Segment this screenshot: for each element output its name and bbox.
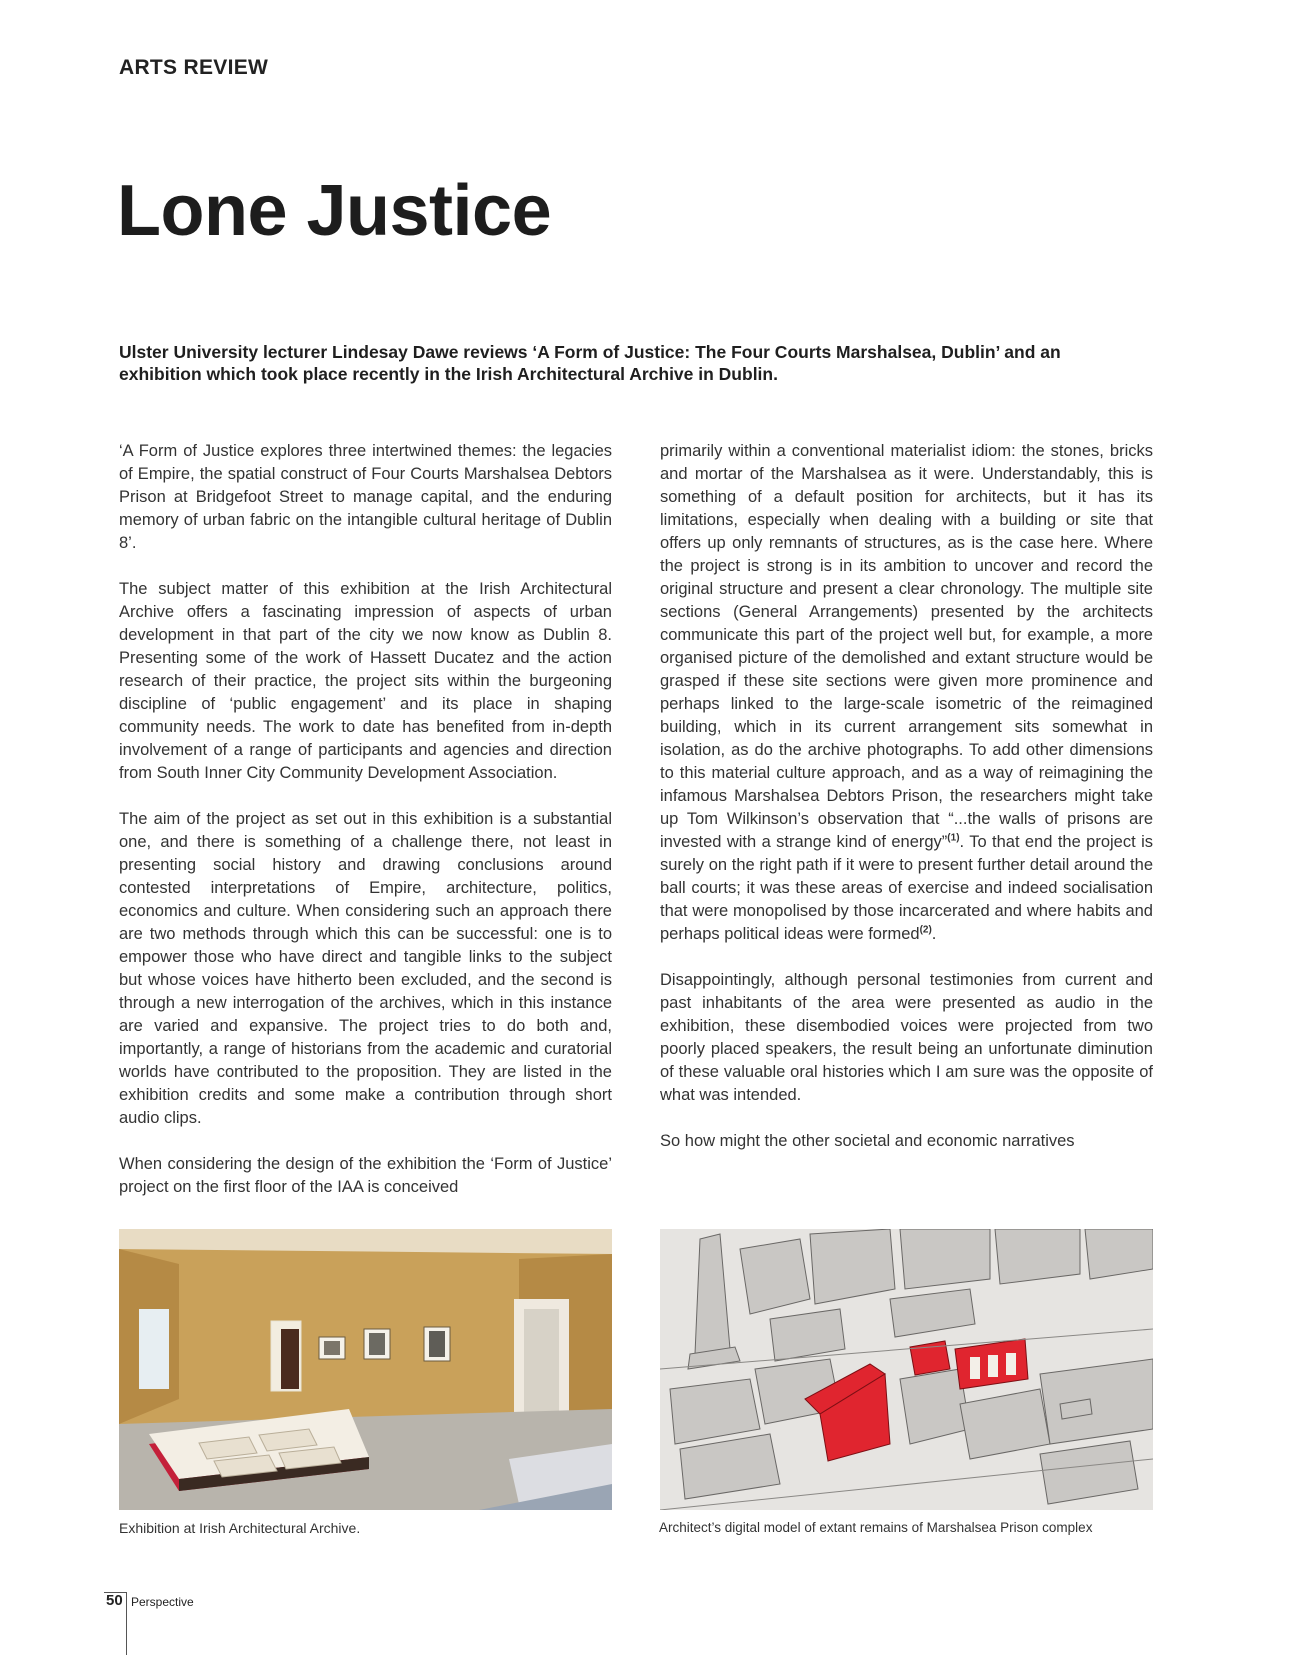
body-paragraph: ‘A Form of Justice explores three intertwined themes: the legacies of Empire, the spatial construct of Four Courts Marshalsea Debtors Prison at Bridgefoot Street to manage capital, and the enduring memory of urban fabric on the intangible cultural heritage of Dublin 8’. [119, 442, 612, 552]
body-paragraph: When considering the design of the exhibition the ‘Form of Justice’ project on the first floor of the IAA is conceived [119, 1155, 612, 1196]
digital-model-image [660, 1229, 1153, 1510]
article-standfirst: Ulster University lecturer Lindesay Dawe reviews ‘A Form of Justice: The Four Courts Marshalsea, Dublin’ and an exhibition which took place recently in the Irish Architectural Archive in Dublin. [119, 342, 1061, 384]
text-run: primarily within a conventional materialist idiom: the stones, bricks and mortar of the Marshalsea as it were. Understandably, this is something of a default position for architects, but it has its limitations, especially when dealing with a building or site that offers up only remnants of structures, as is the case here. Where the project is strong is in its ambition to uncover and record the original structure and present a clear chronology. The multiple site sections (General Arrangements) presented by the architects communicate this part of the project well but, for example, a more organised picture of the demolished and extant structure would be grasped if these site sections were given more prominence and perhaps linked to the large-scale isometric of the reimagined building, which in its current arrangement sits somewhat in isolation, as do the archive photographs. To add other dimensions to this material culture approach, and as a way of reimagining the infamous Marshalsea Debtors Prison, the researchers might take up Tom Wilkinson’s observation that “...the walls of prisons are invested with a strange kind of energy” [660, 442, 1153, 851]
section-label: ARTS REVIEW [119, 56, 269, 79]
figure-caption-left: Exhibition at Irish Architectural Archive. [119, 1520, 361, 1536]
text-run: . To that end the project is surely on the right path if it were to present further detail around the ball courts; it was these areas of exercise and indeed socialisation that were monopolised by those incarcerated and where habits and perhaps political ideas were formed [660, 833, 1153, 943]
article-title: Lone Justice [117, 171, 552, 251]
right-column [660, 440, 1153, 1217]
body-paragraph: The subject matter of this exhibition at the Irish Architectural Archive offers a fascinating impression of aspects of urban development in that part of the city we now know as Dublin 8. Presenting some of the work of Hassett Ducatez and the action research of their practice, the project sits within the burgeoning discipline of ‘public engagement’ and its place in shaping community needs. The work to date has benefited from in-depth involvement of a range of participants and agencies and direction from South Inner City Community Development Association. [119, 580, 612, 782]
body-paragraph: So how might the other societal and economic narratives [660, 1132, 1075, 1150]
figure-caption-right: Architect’s digital model of extant remains of Marshalsea Prison complex [659, 1520, 1093, 1535]
publication-name: Perspective [131, 1595, 194, 1609]
exhibition-photo-illustration [119, 1229, 612, 1510]
left-column [119, 440, 612, 1217]
exhibition-photo [119, 1229, 612, 1510]
body-paragraph: Disappointingly, although personal testimonies from current and past inhabitants of the area were presented as audio in the exhibition, these disembodied voices were projected from two poorly placed speakers, the result being an unfortunate diminution of these valuable oral histories which I am sure was the opposite of what was intended. [660, 971, 1153, 1104]
digital-model-illustration [660, 1229, 1153, 1510]
body-paragraph: The aim of the project as set out in this exhibition is a substantial one, and there is something of a challenge there, not least in presenting social history and drawing conclusions around contested interpretations of Empire, architecture, politics, economics and culture. When considering such an approach there are two methods through which this can be successful: one is to empower those who have direct and tangible links to the subject but whose voices have hitherto been excluded, and the second is through a new interrogation of the archives, which in this instance are varied and expansive. The project tries to do both and, importantly, a range of historians from the academic and curatorial worlds have contributed to the proposition. They are listed in the exhibition credits and some make a contribution through short audio clips. [119, 810, 612, 1127]
footnote-ref-1: (1) [947, 832, 960, 844]
footnote-ref-2: (2) [919, 924, 932, 936]
body-paragraph [660, 440, 1153, 946]
text-run: . [931, 925, 937, 943]
page-number: 50 [106, 1592, 123, 1609]
